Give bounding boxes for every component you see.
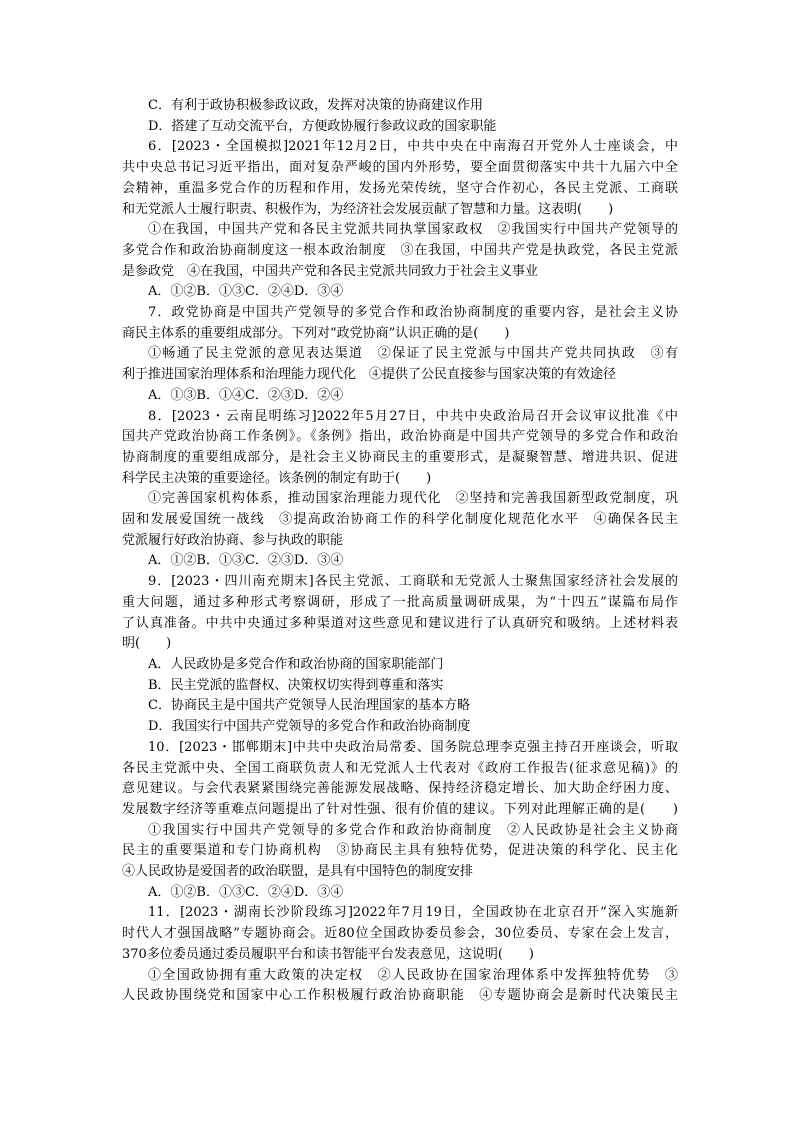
q9-option-b: B．民主党派的监督权、决策权切实得到尊重和落实 (148, 677, 444, 693)
q11-stem-line: 时代人才强国战略”专题协商会。近80位全国政协委员参会，30位委员、专家在会上发言， (122, 926, 678, 942)
q6-stem-line: 共中央总书记习近平指出，面对复杂严峻的国内外形势，要全面贯彻落实中共十九届六中全 (122, 160, 678, 176)
q9-stem-line: 明( ) (122, 636, 172, 652)
q10-item-line: 民主的重要渠道和专门协商机构 ③协商民主具有独特优势，促进决策的科学化、民主化 (122, 843, 678, 859)
q6-item-line: 是参政党 ④在我国，中国共产党和各民主党派共同致力于社会主义事业 (122, 263, 539, 279)
q5-option-d: D．搭建了互动交流平台，方便政协履行参政议政的国家职能 (148, 118, 497, 134)
q9-stem-line: 9．[2023・四川南充期末]各民主党派、工商联和无党派人士聚焦国家经济社会发展的 (148, 574, 678, 590)
q8-stem-line: 8．[2023・云南昆明练习]2022年5月27日，中共中央政治局召开会议审议批准《中 (148, 408, 678, 424)
q10-item-line: ①我国实行中国共产党领导的多党合作和政治协商制度 ②人民政协是社会主义协商 (148, 822, 678, 838)
q10-stem-line: 各民主党派中央、全国工商联负责人和无党派人士代表对《政府工作报告(征求意见稿)》的 (122, 760, 678, 776)
q6-item-line: ①在我国，中国共产党和各民主党派共同执掌国家政权 ②我国实行中国共产党领导的 (148, 222, 678, 238)
q8-stem-line: 国共产党政治协商工作条例》。《条例》指出，政治协商是中国共产党领导的多党合作和政治 (122, 429, 678, 445)
q7-stem-line: 7．政党协商是中国共产党领导的多党合作和政治协商制度的重要内容，是社会主义协 (148, 305, 678, 321)
q11-item-line: 人民政协围绕党和国家中心工作积极履行政治协商职能 ④专题协商会是新时代决策民主 (122, 988, 678, 1004)
q10-stem-line: 10．[2023・邯郸期末]中共中央政治局常委、国务院总理李克强主持召开座谈会，听取 (148, 739, 678, 755)
q10-options: A．①②B．①③C．②④D．③④ (148, 884, 344, 900)
q8-item-line: ①完善国家机构体系，推动国家治理能力现代化 ②坚持和完善我国新型政党制度，巩 (148, 491, 678, 507)
q6-options: A．①②B．①③C．②④D．③④ (148, 284, 344, 300)
q11-item-line: ①全国政协拥有重大政策的决定权 ②人民政协在国家治理体系中发挥独特优势 ③ (148, 967, 678, 983)
q8-stem-line: 科学民主决策的重要途径。该条例的制定有助于( ) (122, 470, 432, 486)
q7-item-line: ①畅通了民主党派的意见表达渠道 ②保证了民主党派与中国共产党共同执政 ③有 (148, 346, 678, 362)
q9-option-a: A．人民政协是多党合作和政治协商的国家职能部门 (148, 656, 444, 672)
q9-option-d: D．我国实行中国共产党领导的多党合作和政治协商制度 (148, 719, 471, 735)
q8-item-line: 固和发展爱国统一战线 ③提高政治协商工作的科学化制度化规范化水平 ④确保各民主 (122, 512, 678, 528)
q7-stem-line: 商民主体系的重要组成部分。下列对“政党协商”认识正确的是( ) (122, 325, 510, 341)
q9-stem-line: 了认真准备。中共中央通过多种渠道对这些意见和建议进行了认真研究和吸纳。上述材料表 (122, 615, 678, 631)
q10-stem-line: 意见建议。与会代表紧紧围绕完善能源发展战略、保持经济稳定增长、加大助企纾困力度、 (122, 781, 678, 797)
q11-stem-line: 370多位委员通过委员履职平台和读书智能平台发表意见，这说明( ) (122, 946, 534, 962)
q6-item-line: 多党合作和政治协商制度这一根本政治制度 ③在我国，中国共产党是执政党，各民主党派 (122, 242, 678, 258)
q8-options: A．①②B．①③C．②③D．③④ (148, 553, 344, 569)
q8-stem-line: 协商制度的重要组成部分，是社会主义协商民主的重要形式，是凝聚智慧、增进共识、促进 (122, 449, 678, 465)
q6-stem-line: 6．[2023・全国模拟]2021年12月2日，中共中央在中南海召开党外人士座谈会，中 (148, 139, 678, 155)
q10-stem-line: 发展数字经济等重难点问题提出了针对性强、很有价值的建议。下列对此理解正确的是( ) (122, 801, 678, 817)
q5-option-c: C．有利于政协积极参政议政，发挥对决策的协商建议作用 (148, 98, 483, 113)
q6-stem-line: 和无党派人士履行职责、积极作为，为经济社会发展贡献了智慧和力量。这表明( ) (122, 201, 614, 217)
q7-options: A．①③B．①④C．②③D．②④ (148, 387, 344, 403)
document-page (122, 96, 678, 1007)
q7-item-line: 利于推进国家治理体系和治理能力现代化 ④提供了公民直接参与国家决策的有效途径 (122, 367, 617, 383)
q9-option-c: C．协商民主是中国共产党领导人民治理国家的基本方略 (148, 698, 470, 714)
q10-item-line: ④人民政协是爱国者的政治联盟，是具有中国特色的制度安排 (122, 864, 474, 880)
q8-item-line: 党派履行好政治协商、参与执政的职能 (122, 532, 344, 548)
q6-stem-line: 会精神，重温多党合作的历程和作用，发扬光荣传统，坚守合作初心，各民主党派、工商联 (122, 180, 678, 196)
q11-stem-line: 11．[2023・湖南长沙阶段练习]2022年7月19日，全国政协在北京召开“深入实施新 (148, 905, 678, 921)
q9-stem-line: 重大问题，通过多种形式考察调研，形成了一批高质量调研成果，为“十四五”谋篇布局作 (122, 594, 678, 610)
